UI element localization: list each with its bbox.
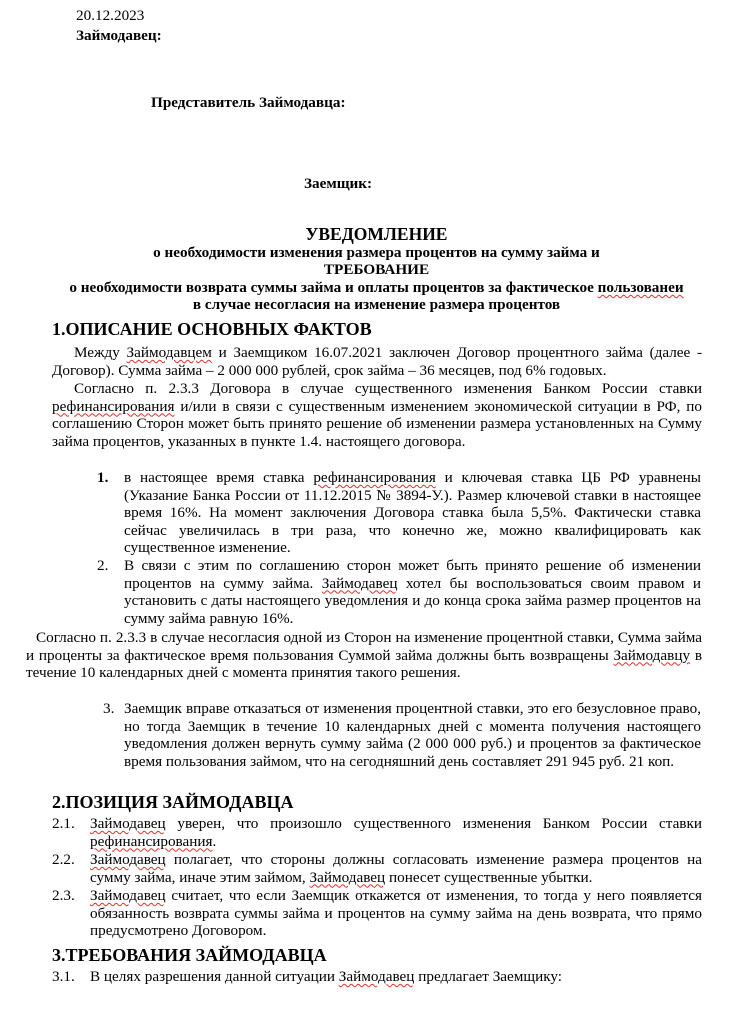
list-item-3-1: В целях разрешения данной ситуации Займодавец предлагает Заемщику:: [90, 968, 562, 985]
list-number-1: 1.: [97, 469, 109, 486]
paragraph-3: Согласно п. 2.3.3 в случае несогласия одной из Сторон на изменение процентной ставки, Сумма займа и проценты за фактическое время пользования Суммой займа должны быть возвращены Займодавцу в течение 10 календарных дней с момента принятия такого решения.: [26, 629, 702, 682]
lender-label: Займодавец:: [76, 27, 162, 44]
section-3-heading: 3.ТРЕБОВАНИЯ ЗАЙМОДАВЦА: [52, 945, 327, 965]
document-title: УВЕДОМЛЕНИЕ: [305, 224, 448, 244]
list-item-2: В связи с этим по соглашению сторон может быть принято решение об изменении процентов на сумму займа. Займодавец хотел бы воспользоваться своим правом и установить с даты настоящего уведомления и до конца срока займа размер процентов на сумму займа равную 16%.: [124, 557, 701, 627]
title-line-4: о необходимости возврата суммы займа и оплаты процентов за фактическое пользованеи: [69, 279, 684, 296]
list-item-3: Заемщик вправе отказаться от изменения процентной ставки, это его безусловное право, но тогда Заемщик в течение 10 календарных дней с момента получения настоящего уведомления должен вернуть сумму займа (2 000 000 руб.) и процентов за фактическое время пользования займом, что на сегодняшний день составляет 291 945 руб. 21 коп.: [124, 700, 701, 770]
list-number-2-2: 2.2.: [52, 851, 75, 868]
title-line-5: в случае несогласия на изменение размера процентов: [192, 296, 561, 313]
list-item-2-3: Займодавец считает, что если Заемщик откажется от изменения, то тогда у него появляется обязанность возврата суммы займа и процентов на сумму займа на день возврата, что прямо предусмотрено Договором.: [90, 887, 702, 940]
section-2-heading: 2.ПОЗИЦИЯ ЗАЙМОДАВЦА: [52, 792, 294, 812]
list-number-3: 3.: [103, 700, 115, 717]
list-item-1: в настоящее время ставка рефинансирования и ключевая ставка ЦБ РФ уравнены (Указание Банка России от 11.12.2015 № 3894-У.). Размер ключевой ставки в настоящее время 16%. На момент заключения Договора ставка была 5,5%. Фактически ставка сейчас увеличилась в три раза, что конечно же, можно квалифицировать как существенное изменение.: [124, 469, 702, 557]
paragraph-1: Между Займодавцем и Заемщиком 16.07.2021 заключен Договор процентного займа (далее - Договор). Сумма займа – 2 000 000 рублей, срок займа – 36 месяцев, под 6% годовых.: [52, 344, 703, 379]
list-item-2-1: Займодавец уверен, что произошло существенного изменения Банком России ставки рефинансирования.: [90, 815, 702, 850]
spelling-flag: пользованеи: [597, 279, 684, 296]
section-1-heading: 1.ОПИСАНИЕ ОСНОВНЫХ ФАКТОВ: [52, 319, 372, 339]
title-demand: ТРЕБОВАНИЕ: [323, 261, 430, 278]
paragraph-2: Согласно п. 2.3.3 Договора в случае существенного изменения Банком России ставки рефинансирования и/или в связи с существенным изменением экономической ситуации в РФ, по соглашению Сторон может быть принято решение об изменении размера установленных на Сумму займа процентов, указанных в пункте 1.4. настоящего договора.: [52, 380, 702, 450]
list-item-2-2: Займодавец полагает, что стороны должны согласовать изменение размера процентов на сумму займа, иначе этим займом, Займодавец понесет существенные убытки.: [90, 851, 702, 886]
lender-representative-label: Представитель Займодавца:: [151, 94, 346, 111]
document-date: 20.12.2023: [76, 7, 145, 24]
list-number-3-1: 3.1.: [52, 968, 75, 985]
list-number-2-1: 2.1.: [52, 815, 75, 832]
list-number-2-3: 2.3.: [52, 887, 75, 904]
list-number-2: 2.: [97, 557, 109, 574]
title-line-2: о необходимости изменения размера процентов на сумму займа и: [153, 244, 600, 261]
borrower-label: Заемщик:: [304, 175, 373, 192]
